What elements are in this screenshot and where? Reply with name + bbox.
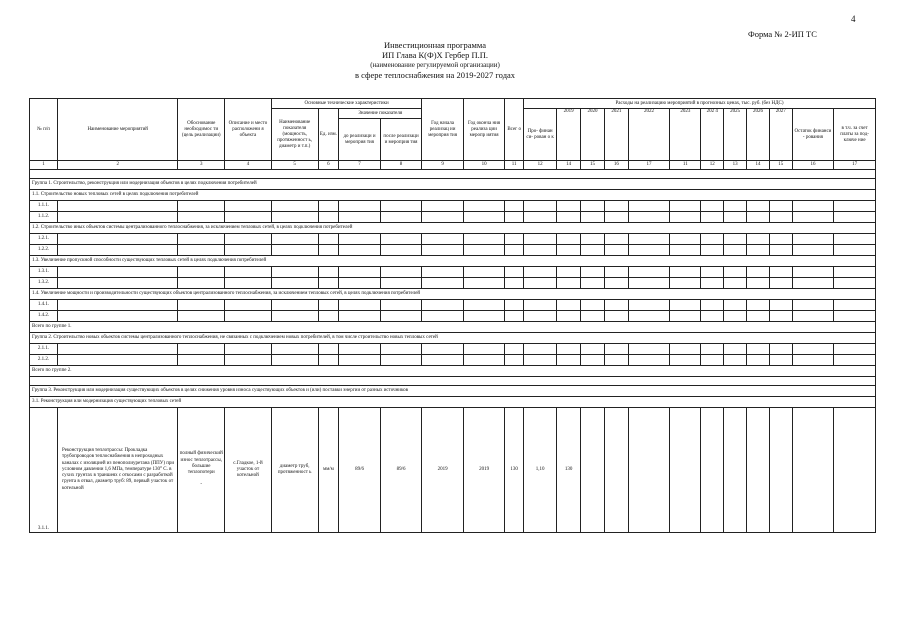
row-number: 1.2.2.	[30, 245, 58, 256]
section-1-4-heading: 1.4. Увеличение мощности и производительности существующих объектов централизованного теплоснабжения, за исключением тепловых сетей, в целях подключения потребителей	[30, 289, 876, 300]
group-2-heading: Группа 2. Строительство новых объектов системы централизованного теплоснабжения, не связанных с подключением новых потребителей, в том числе строительство новых тепловых сетей	[30, 333, 876, 344]
table-row	[30, 245, 876, 256]
col-num: 14	[557, 161, 581, 170]
item-year-end: 2019	[463, 408, 505, 533]
table-row	[30, 300, 876, 311]
col-num: 15	[581, 161, 605, 170]
hdr-indicator-name: Наименование показателя (мощность, протяженност ь, диаметр и т.п.)	[271, 109, 318, 161]
form-number: Форма № 2-ИП ТС	[748, 29, 817, 39]
investment-table	[29, 98, 876, 533]
table-row	[30, 311, 876, 322]
group-1-total: Всего по группе 1.	[30, 322, 876, 333]
col-num: 12	[523, 161, 556, 170]
col-num: 15	[769, 161, 792, 170]
table-row	[30, 234, 876, 245]
row-number: 1.3.1.	[30, 267, 58, 278]
row-number: 1.1.1.	[30, 201, 58, 212]
hdr-location: Описание и место расположени я объекта	[225, 99, 272, 161]
section-3-1-heading: 3.1. Реконструкция или модернизация существующих тепловых сетей	[30, 397, 876, 408]
item-total: 130	[505, 408, 524, 533]
row-number: 1.1.2.	[30, 212, 58, 223]
col-num: 6	[318, 161, 339, 170]
row-number: 1.4.2.	[30, 311, 58, 322]
spacer-row	[30, 377, 876, 386]
hdr-year-2027: 2027	[769, 109, 792, 161]
hdr-year-2024: 202 4	[701, 109, 724, 161]
row-number: 1.2.1.	[30, 234, 58, 245]
table-row	[30, 267, 876, 278]
table-row	[30, 344, 876, 355]
row-number: 2.1.1.	[30, 344, 58, 355]
col-num: 8	[380, 161, 422, 170]
item-financed: 1,10	[523, 408, 556, 533]
hdr-name: Наименование мероприятий	[58, 99, 178, 161]
col-num: 4	[225, 161, 272, 170]
col-num: 12	[701, 161, 724, 170]
col-num: 9	[422, 161, 464, 170]
hdr-financed: Про- финан си- рован о к	[523, 109, 556, 161]
table-row	[30, 212, 876, 223]
item-before: 89/6	[339, 408, 381, 533]
hdr-unit: Ед. изм.	[318, 109, 339, 161]
item-unit: мм/м	[318, 408, 339, 533]
dash-mark: -	[200, 482, 203, 488]
hdr-year-2022: 2022	[628, 109, 670, 161]
group-1-heading: Группа 1. Строительство, реконструкция или модернизация объектов в целях подключения потребителей	[30, 179, 876, 190]
hdr-year-start: Год начала реализац ии мероприя тия	[422, 99, 464, 161]
col-num: 1	[30, 161, 58, 170]
title-line-1: Инвестиционная программа	[384, 40, 486, 50]
col-num: 14	[747, 161, 770, 170]
item-justification-text: полный физический износ теплотрассы, большие теплопотери	[179, 451, 223, 475]
col-num: 16	[792, 161, 834, 170]
item-2019: 130	[557, 408, 581, 533]
hdr-after: после реализаци и мероприя тия	[380, 119, 422, 161]
col-num: 17	[628, 161, 670, 170]
section-1-3-heading: 1.3. Увеличение пропускной способности существующих тепловых сетей в целях подключения потребителей	[30, 256, 876, 267]
title-line-2: ИП Глава К(Ф)Х Гербер П.П.	[382, 50, 488, 60]
group-2-total: Всего по группе 2.	[30, 366, 876, 377]
row-number: 1.4.1.	[30, 300, 58, 311]
title-line-4: в сфере теплоснабжения на 2019-2027 годах	[354, 70, 516, 80]
hdr-main-chars: Основные технические характеристики	[271, 99, 422, 109]
spacer-row	[30, 170, 876, 179]
item-after: 89/6	[380, 408, 422, 533]
hdr-remaining: Остаток финанси - рования	[792, 109, 834, 161]
group-3-heading: Группа 3. Реконструкция или модернизация существующих объектов в целях снижения уровня износа существующих объектов и (или) поставки энергии от разных источников	[30, 386, 876, 397]
col-num: 10	[463, 161, 505, 170]
column-numbers	[30, 161, 876, 170]
col-num: 11	[670, 161, 701, 170]
hdr-year-2020: 2020	[581, 109, 605, 161]
col-num: 5	[271, 161, 318, 170]
hdr-expenses: Расходы на реализацию мероприятий в прогнозных ценах, тыс. руб. (без НДС)	[523, 99, 875, 109]
title-line-3: (наименование регулируемой организации)	[370, 61, 500, 69]
row-number: 2.1.2.	[30, 355, 58, 366]
row-number: 3.1.1.	[30, 408, 58, 533]
item-year-start: 2019	[422, 408, 464, 533]
hdr-before: до реализаци и мероприя тия	[339, 119, 381, 161]
table-row	[30, 408, 876, 533]
col-num: 2	[58, 161, 178, 170]
table-row	[30, 355, 876, 366]
hdr-year-2021: 2021	[604, 109, 628, 161]
hdr-year-2025: 2025	[724, 109, 747, 161]
section-1-1-heading: 1.1. Строительство новых тепловых сетей в целях подключения потребителей	[30, 190, 876, 201]
item-name: Реконструкция теплотрассы: Прокладка трубопроводов теплоснабжения в непроходных каналах с изоляцией из пенополиуретана (ППУ) при условном давлении 1,6 МПа, температуре 130° С. в сухих грунтах в траншеях с откосами с разработкой грунта в отвал, диаметр труб: 89, первый участок от котельной	[58, 408, 178, 533]
table-row	[30, 201, 876, 212]
hdr-incl: в т.ч. за счет платы за под- ключе ние	[834, 109, 876, 161]
hdr-indicator-value: Значение показателя	[339, 109, 422, 119]
item-justification	[178, 408, 225, 533]
col-num: 11	[505, 161, 524, 170]
col-num: 7	[339, 161, 381, 170]
col-num: 16	[604, 161, 628, 170]
hdr-year-2026: 2026	[747, 109, 770, 161]
hdr-justification: Обоснование необходимос ти (цель реализации)	[178, 99, 225, 161]
section-1-2-heading: 1.2. Строительство иных объектов системы централизованного теплоснабжения, за исключением тепловых сетей, в целях подключения потребителей	[30, 223, 876, 234]
item-indicator: диаметр труб, протяженност ь	[271, 408, 318, 533]
hdr-total: Всег о	[505, 99, 524, 161]
col-num: 13	[724, 161, 747, 170]
hdr-year-end: Год оконча ния реализа ции меропр иятия	[463, 99, 505, 161]
item-location: с.Гладкое, 1-й участок от котельной	[225, 408, 272, 533]
page-number: 4	[851, 14, 856, 24]
hdr-year-2023: 2023	[670, 109, 701, 161]
document-title	[250, 40, 620, 80]
hdr-num: № п/п	[30, 99, 58, 161]
hdr-year-2019: 2019	[557, 109, 581, 161]
table-row	[30, 278, 876, 289]
col-num: 17	[834, 161, 876, 170]
row-number: 1.3.2.	[30, 278, 58, 289]
col-num: 3	[178, 161, 225, 170]
